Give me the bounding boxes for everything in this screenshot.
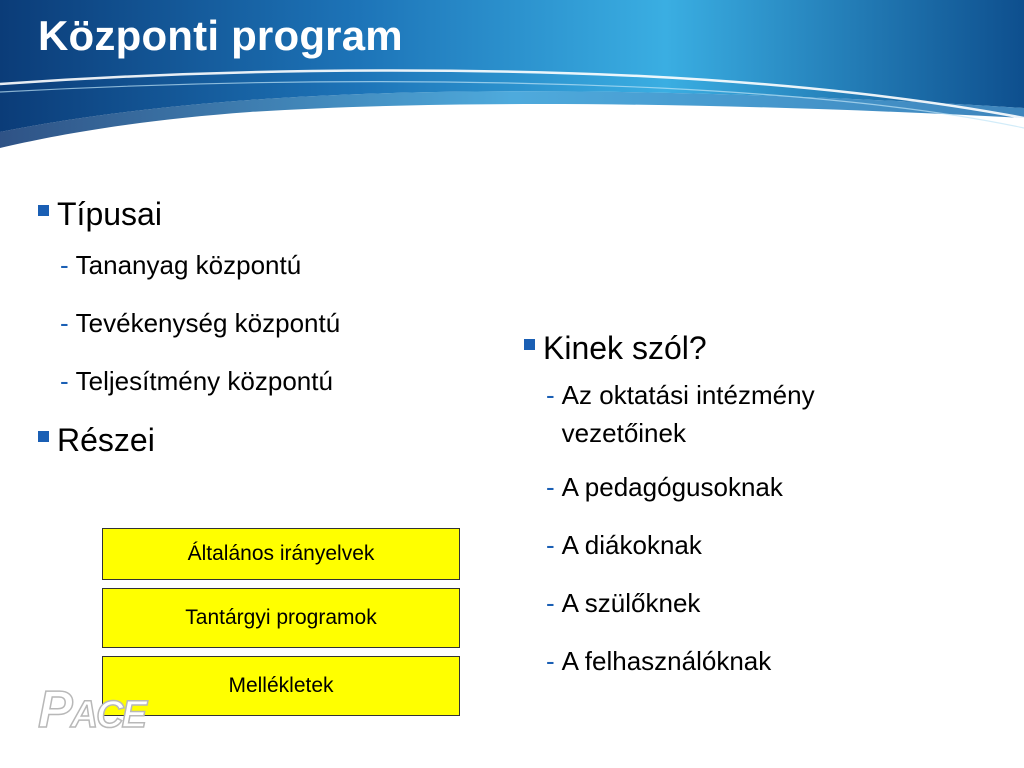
box-label: Tantárgyi programok xyxy=(185,606,377,629)
bullet-label: Típusai xyxy=(57,196,162,232)
bullet-reszei xyxy=(36,418,506,462)
bullet-tipusai xyxy=(36,192,506,236)
dash-bullet-icon: - xyxy=(546,380,555,410)
list-item-label: Tananyag központú xyxy=(75,250,302,280)
slide-title: Központi program xyxy=(38,12,403,59)
list-item-label: Az oktatási intézmény vezetőinek xyxy=(561,380,815,448)
list-item xyxy=(546,586,1002,620)
list-item-label: A diákoknak xyxy=(561,530,702,560)
list-item-label: Tevékenység központú xyxy=(75,308,341,338)
pace-logo xyxy=(38,680,145,740)
dash-bullet-icon: - xyxy=(60,308,69,338)
box-altalanos-iranyelvek xyxy=(102,528,460,580)
list-item-label: Teljesítmény központú xyxy=(75,366,333,396)
left-column xyxy=(36,192,506,468)
list-item xyxy=(60,364,506,398)
right-column xyxy=(522,326,1002,702)
list-item xyxy=(60,306,506,340)
logo-rest: ACE xyxy=(70,694,145,736)
dash-bullet-icon: - xyxy=(546,646,555,676)
list-item xyxy=(546,644,1002,678)
dash-bullet-icon: - xyxy=(60,366,69,396)
square-bullet-icon xyxy=(38,205,49,216)
logo-initial: P xyxy=(38,681,71,739)
list-item-label: A szülőknek xyxy=(561,588,701,618)
square-bullet-icon xyxy=(524,339,535,350)
bullet-kinek-szol xyxy=(522,326,1002,370)
box-tantargyi-programok xyxy=(102,588,460,648)
dash-bullet-icon: - xyxy=(546,588,555,618)
list-item xyxy=(546,528,1002,562)
dash-bullet-icon: - xyxy=(546,530,555,560)
list-item xyxy=(546,470,1002,504)
list-item-label: A felhasználóknak xyxy=(561,646,772,676)
box-label: Mellékletek xyxy=(228,674,334,697)
dash-bullet-icon: - xyxy=(60,250,69,280)
square-bullet-icon xyxy=(38,431,49,442)
bullet-label: Kinek szól? xyxy=(543,330,707,366)
list-item xyxy=(546,376,1002,452)
bullet-label: Részei xyxy=(57,422,155,458)
box-mellekletek xyxy=(102,656,460,716)
box-label: Általános irányelvek xyxy=(187,542,375,565)
list-item-label: A pedagógusoknak xyxy=(561,472,783,502)
dash-bullet-icon: - xyxy=(546,472,555,502)
list-item xyxy=(60,248,506,282)
